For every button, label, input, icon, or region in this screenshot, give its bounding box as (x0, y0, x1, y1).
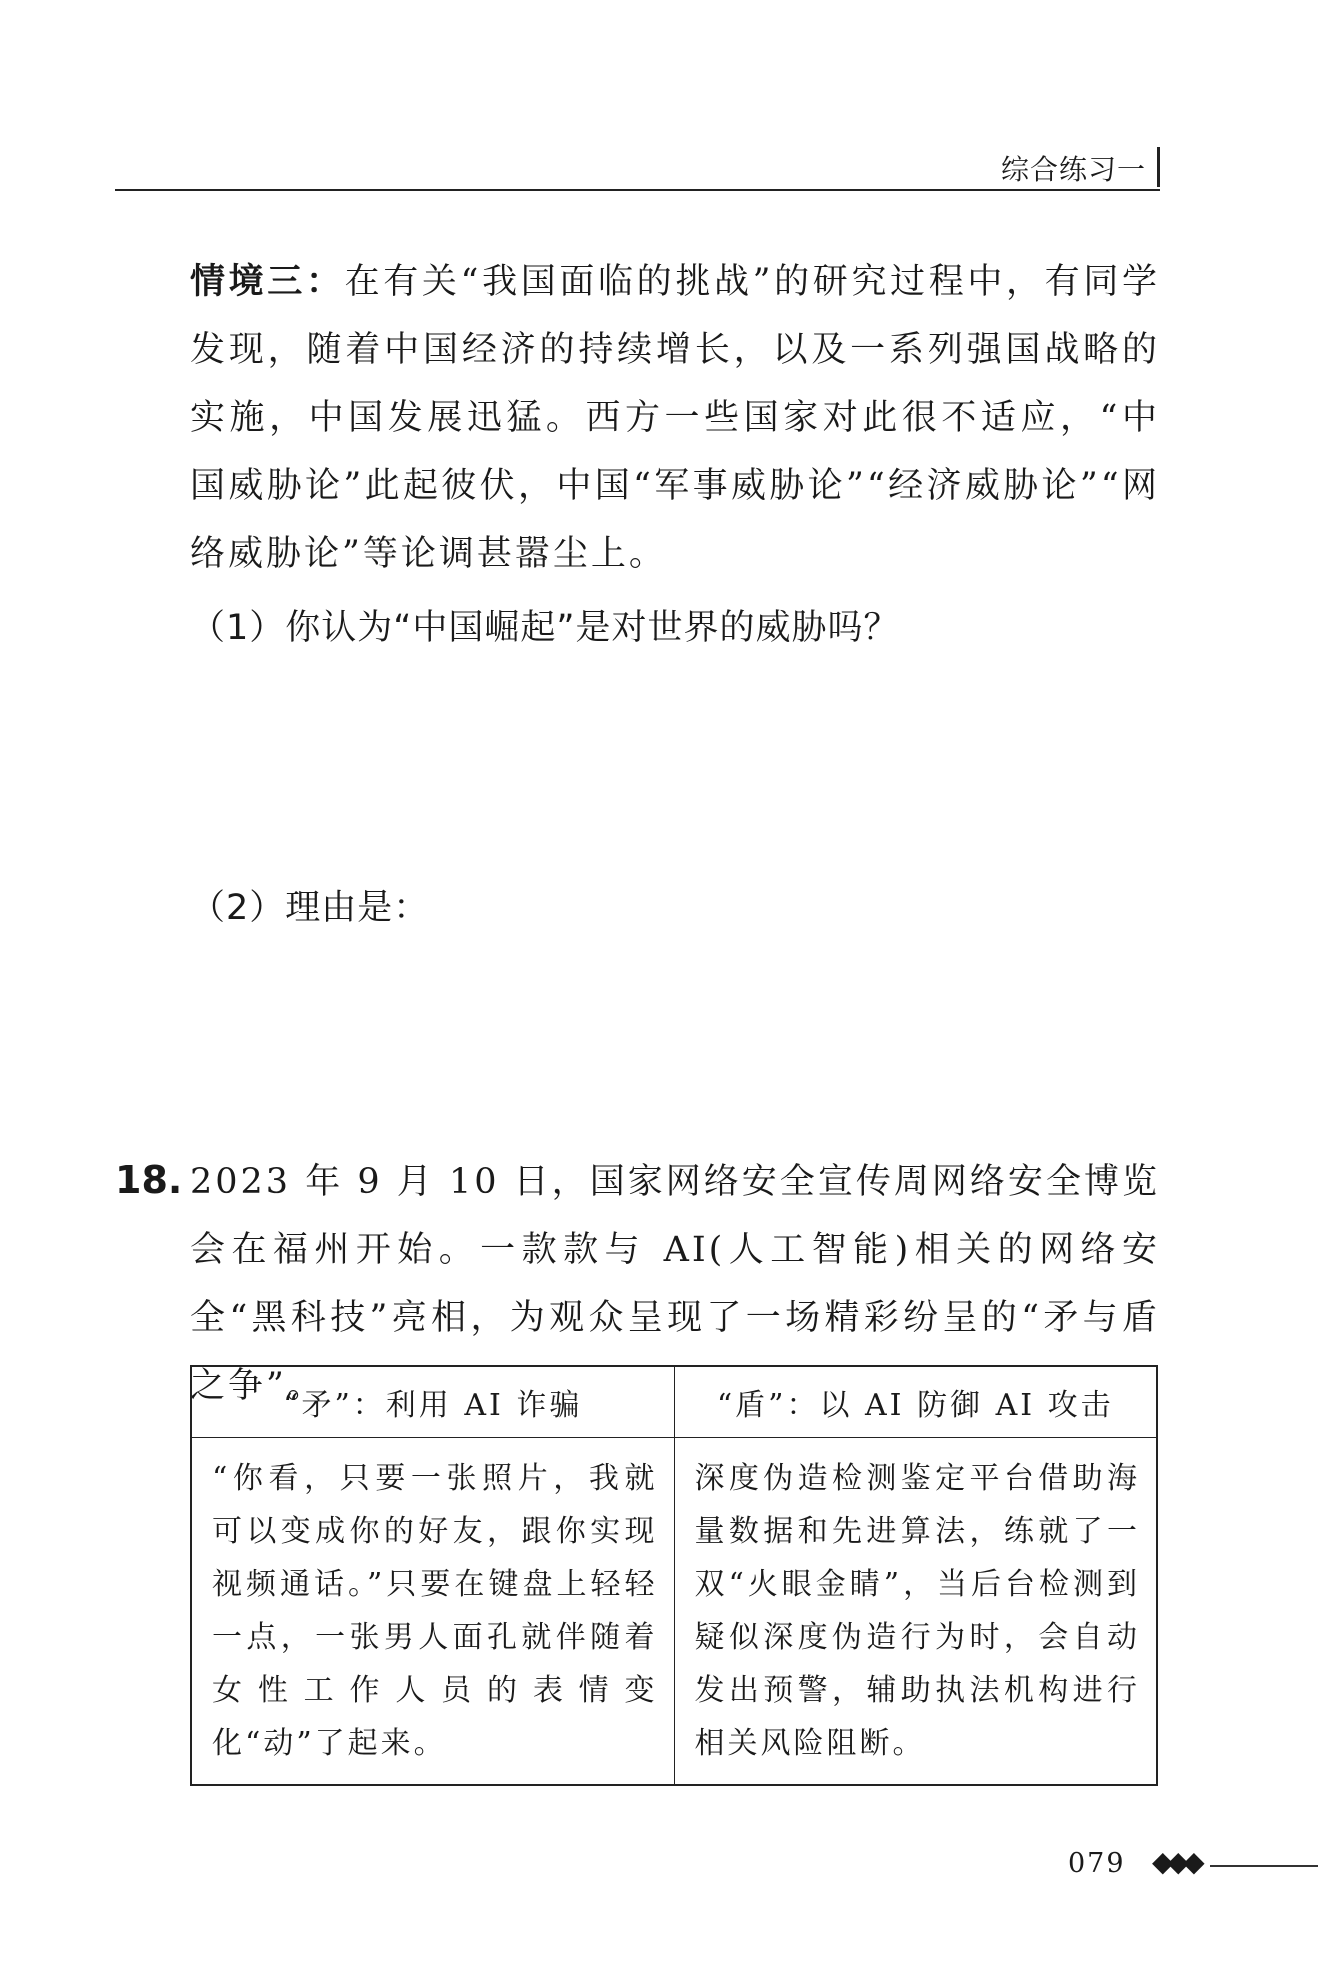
question-2: （2）理由是： (190, 888, 430, 928)
section-title: 综合练习一 (1000, 153, 1146, 186)
table-row (191, 1438, 1157, 1786)
page-number: 079 (1068, 1848, 1126, 1879)
footer-rule (1210, 1865, 1318, 1867)
col-header-shield: “盾”：以 AI 防御 AI 攻击 (674, 1366, 1157, 1438)
question-18-text: 2023 年 9 月 10 日，国家网络安全宣传周网络安全博览会在福州开始。一款款与 AI(人工智能)相关的网络安全“黑科技”亮相，为观众呈现了一场精彩纷呈的“矛与盾之争”。 (190, 1162, 1160, 1406)
cell-spear: “你看，只要一张照片，我就可以变成你的好友，跟你实现视频通话。”只要在键盘上轻轻一点，一张男人面孔就伴随着女性工作人员的表情变化“动”了起来。 (191, 1438, 674, 1786)
diamond-ornament-icon: ◆◆◆ (1152, 1845, 1199, 1878)
comparison-table (190, 1365, 1158, 1786)
page-header (115, 145, 1160, 191)
table-header-row (191, 1366, 1157, 1438)
question-1: （1）你认为“中国崛起”是对世界的威胁吗？ (190, 608, 900, 648)
col-header-spear: “矛”：利用 AI 诈骗 (191, 1366, 674, 1438)
question-number: 18. (115, 1158, 183, 1202)
scenario-text: 在有关“我国面临的挑战”的研究过程中，有同学发现，随着中国经济的持续增长，以及一系列强国战略的实施，中国发展迅猛。西方一些国家对此很不适应，“中国威胁论”此起彼伏，中国“军事威胁论”“经济威胁论”“网络威胁论”等论调甚嚣尘上。 (190, 262, 1160, 574)
scenario-paragraph (190, 248, 1160, 588)
scenario-lead: 情境三： (190, 262, 345, 302)
page-footer (1068, 1845, 1318, 1888)
cell-shield: 深度伪造检测鉴定平台借助海量数据和先进算法，练就了一双“火眼金睛”，当后台检测到疑似深度伪造行为时，会自动发出预警，辅助执法机构进行相关风险阻断。 (674, 1438, 1157, 1786)
header-bar (1157, 147, 1160, 187)
